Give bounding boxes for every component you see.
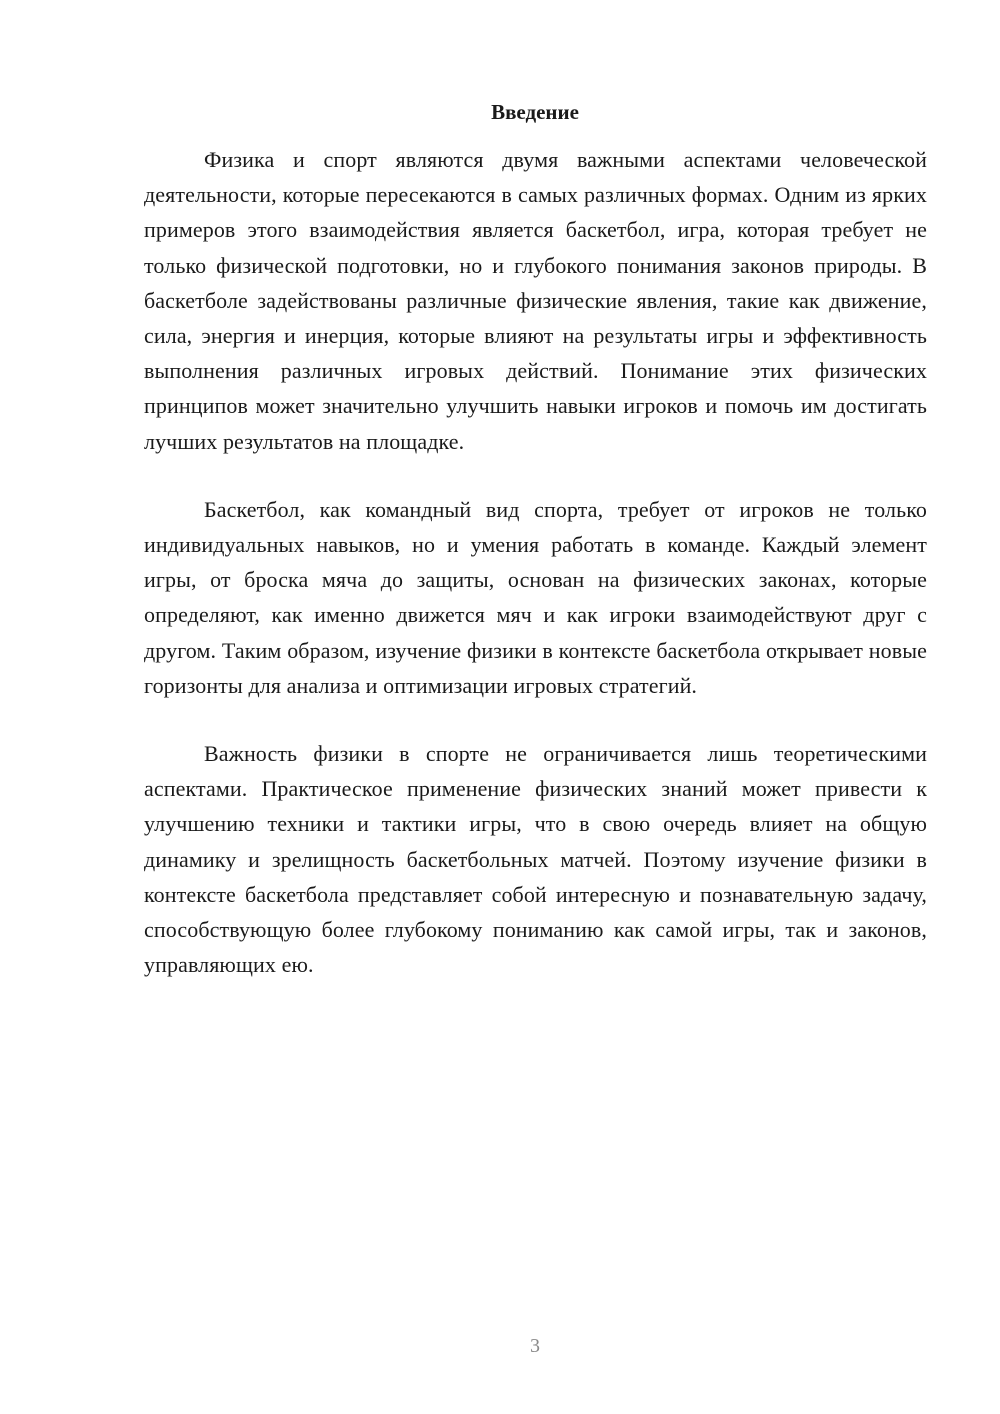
section-heading: Введение	[491, 100, 579, 124]
body-text	[144, 142, 927, 1015]
paragraph-1: Физика и спорт являются двумя важными аспектами человеческой деятельности, которые пересекаются в самых различных формах. Одним из ярких примеров этого взаимодействия является баскетбол, игра, которая требует не только физической подготовки, но и глубокого понимания законов природы. В баскетболе задействованы различные физические явления, такие как движение, сила, энергия и инерция, которые влияют на результаты игры и эффективность выполнения различных игровых действий. Понимание этих физических принципов может значительно улучшить навыки игроков и помочь им достигать лучших результатов на площадке.	[144, 147, 927, 454]
page-number: 3	[530, 1335, 540, 1357]
paragraph-3: Важность физики в спорте не ограничивается лишь теоретическими аспектами. Практическое применение физических знаний может привести к улучшению техники и тактики игры, что в свою очередь влияет на общую динамику и зрелищность баскетбольных матчей. Поэтому изучение физики в контексте баскетбола представляет собой интересную и познавательную задачу, способствующую более глубокому пониманию как самой игры, так и законов, управляющих ею.	[144, 741, 927, 978]
paragraph-2: Баскетбол, как командный вид спорта, требует от игроков не только индивидуальных навыков, но и умения работать в команде. Каждый элемент игры, от броска мяча до защиты, основан на физических законах, которые определяют, как именно движется мяч и как игроки взаимодействуют друг с другом. Таким образом, изучение физики в контексте баскетбола открывает новые горизонты для анализа и оптимизации игровых стратегий.	[144, 496, 927, 698]
